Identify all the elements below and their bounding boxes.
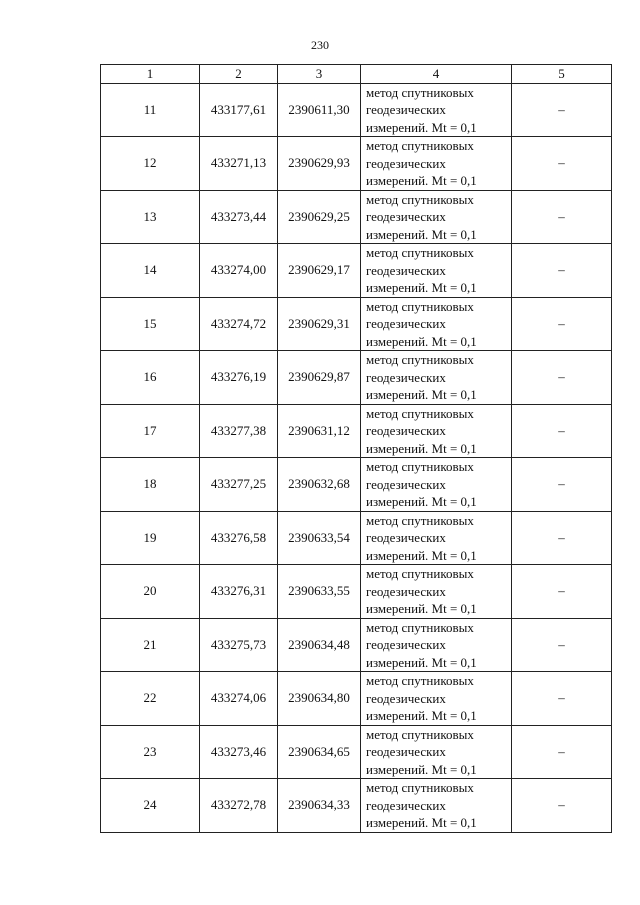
- point-number-cell: 16: [101, 351, 200, 405]
- method-line: геодезических: [366, 262, 446, 278]
- point-number-cell: 12: [101, 137, 200, 191]
- x-coordinate-cell: 433274,00: [200, 244, 278, 298]
- method-cell: [361, 83, 512, 137]
- description-cell: –: [512, 190, 612, 244]
- table-header-row: [101, 65, 612, 84]
- description-cell: –: [512, 83, 612, 137]
- method-line: геодезических: [366, 155, 446, 171]
- y-coordinate-cell: 2390629,25: [278, 190, 361, 244]
- method-line: метод спутниковых: [366, 84, 474, 100]
- method-cell: [361, 779, 512, 833]
- table-body: [101, 83, 612, 832]
- method-line: измерений. Mt = 0,1: [366, 494, 477, 509]
- point-number-cell: 17: [101, 404, 200, 458]
- method-line: измерений. Mt = 0,1: [366, 708, 477, 723]
- point-number-cell: 22: [101, 672, 200, 726]
- method-line: измерений. Mt = 0,1: [366, 815, 477, 830]
- y-coordinate-cell: 2390629,17: [278, 244, 361, 298]
- table-row: [101, 725, 612, 779]
- y-coordinate-cell: 2390631,12: [278, 404, 361, 458]
- method-line: измерений. Mt = 0,1: [366, 333, 477, 349]
- table-row: [101, 351, 612, 405]
- table-row: [101, 618, 612, 672]
- y-coordinate-cell: 2390634,80: [278, 672, 361, 726]
- method-line: измерений. Mt = 0,1: [366, 119, 477, 135]
- method-cell: [361, 672, 512, 726]
- y-coordinate-cell: 2390629,31: [278, 297, 361, 351]
- method-line: геодезических: [366, 637, 446, 652]
- method-cell: [361, 511, 512, 565]
- description-cell: –: [512, 672, 612, 726]
- point-number-cell: 23: [101, 725, 200, 779]
- header-col-1: 1: [101, 65, 200, 84]
- method-line: измерений. Mt = 0,1: [366, 547, 477, 563]
- x-coordinate-cell: 433277,25: [200, 458, 278, 512]
- method-line: метод спутниковых: [366, 459, 474, 474]
- method-line: метод спутниковых: [366, 298, 474, 314]
- description-cell: –: [512, 779, 612, 833]
- method-line: измерений. Mt = 0,1: [366, 280, 477, 295]
- method-line: геодезических: [366, 476, 446, 492]
- x-coordinate-cell: 433271,13: [200, 137, 278, 191]
- method-line: измерений. Mt = 0,1: [366, 440, 477, 456]
- x-coordinate-cell: 433177,61: [200, 83, 278, 137]
- table-row: [101, 297, 612, 351]
- table-row: [101, 137, 612, 191]
- y-coordinate-cell: 2390629,87: [278, 351, 361, 405]
- method-cell: [361, 190, 512, 244]
- y-coordinate-cell: 2390629,93: [278, 137, 361, 191]
- method-cell: [361, 404, 512, 458]
- x-coordinate-cell: 433277,38: [200, 404, 278, 458]
- y-coordinate-cell: 2390611,30: [278, 83, 361, 137]
- method-line: геодезических: [366, 690, 446, 706]
- x-coordinate-cell: 433272,78: [200, 779, 278, 833]
- point-number-cell: 19: [101, 511, 200, 565]
- point-number-cell: 14: [101, 244, 200, 298]
- header-col-2: 2: [200, 65, 278, 84]
- header-col-4: 4: [361, 65, 512, 84]
- method-line: геодезических: [366, 797, 446, 813]
- header-col-5: 5: [512, 65, 612, 84]
- x-coordinate-cell: 433274,72: [200, 297, 278, 351]
- method-line: геодезических: [366, 209, 446, 224]
- method-line: измерений. Mt = 0,1: [366, 654, 477, 670]
- header-col-3: 3: [278, 65, 361, 84]
- coordinates-table: [100, 64, 612, 833]
- method-line: метод спутниковых: [366, 191, 474, 207]
- table-row: [101, 244, 612, 298]
- table-row: [101, 565, 612, 619]
- description-cell: –: [512, 458, 612, 512]
- method-cell: [361, 618, 512, 672]
- y-coordinate-cell: 2390634,48: [278, 618, 361, 672]
- point-number-cell: 15: [101, 297, 200, 351]
- method-line: геодезических: [366, 316, 446, 331]
- description-cell: –: [512, 297, 612, 351]
- point-number-cell: 13: [101, 190, 200, 244]
- table-row: [101, 404, 612, 458]
- method-line: геодезических: [366, 583, 446, 599]
- x-coordinate-cell: 433275,73: [200, 618, 278, 672]
- method-line: метод спутниковых: [366, 673, 474, 688]
- x-coordinate-cell: 433276,19: [200, 351, 278, 405]
- method-line: метод спутниковых: [366, 566, 474, 581]
- method-cell: [361, 351, 512, 405]
- page-number: 230: [311, 38, 329, 52]
- table-row: [101, 672, 612, 726]
- method-line: измерений. Mt = 0,1: [366, 387, 477, 402]
- y-coordinate-cell: 2390632,68: [278, 458, 361, 512]
- description-cell: –: [512, 565, 612, 619]
- point-number-cell: 21: [101, 618, 200, 672]
- method-line: метод спутниковых: [366, 619, 474, 635]
- table-row: [101, 458, 612, 512]
- x-coordinate-cell: 433273,44: [200, 190, 278, 244]
- method-line: измерений. Mt = 0,1: [366, 173, 477, 188]
- method-line: метод спутниковых: [366, 138, 474, 153]
- table-row: [101, 83, 612, 137]
- method-line: геодезических: [366, 423, 446, 438]
- description-cell: –: [512, 351, 612, 405]
- description-cell: –: [512, 511, 612, 565]
- point-number-cell: 20: [101, 565, 200, 619]
- method-cell: [361, 137, 512, 191]
- description-cell: –: [512, 404, 612, 458]
- method-line: метод спутниковых: [366, 405, 474, 421]
- description-cell: –: [512, 244, 612, 298]
- method-line: метод спутниковых: [366, 352, 474, 367]
- method-line: геодезических: [366, 102, 446, 117]
- method-cell: [361, 565, 512, 619]
- table-row: [101, 511, 612, 565]
- description-cell: –: [512, 137, 612, 191]
- x-coordinate-cell: 433273,46: [200, 725, 278, 779]
- method-line: метод спутниковых: [366, 245, 474, 260]
- x-coordinate-cell: 433276,58: [200, 511, 278, 565]
- method-line: измерений. Mt = 0,1: [366, 761, 477, 777]
- method-line: измерений. Mt = 0,1: [366, 226, 477, 242]
- method-line: геодезических: [366, 530, 446, 545]
- y-coordinate-cell: 2390634,65: [278, 725, 361, 779]
- table-row: [101, 779, 612, 833]
- point-number-cell: 11: [101, 83, 200, 137]
- method-line: метод спутниковых: [366, 726, 474, 742]
- description-cell: –: [512, 618, 612, 672]
- method-cell: [361, 244, 512, 298]
- table-row: [101, 190, 612, 244]
- point-number-cell: 18: [101, 458, 200, 512]
- y-coordinate-cell: 2390634,33: [278, 779, 361, 833]
- y-coordinate-cell: 2390633,55: [278, 565, 361, 619]
- y-coordinate-cell: 2390633,54: [278, 511, 361, 565]
- method-line: метод спутниковых: [366, 512, 474, 528]
- method-line: метод спутниковых: [366, 780, 474, 795]
- point-number-cell: 24: [101, 779, 200, 833]
- method-line: геодезических: [366, 369, 446, 385]
- x-coordinate-cell: 433274,06: [200, 672, 278, 726]
- method-cell: [361, 725, 512, 779]
- description-cell: –: [512, 725, 612, 779]
- method-cell: [361, 297, 512, 351]
- method-line: измерений. Mt = 0,1: [366, 601, 477, 616]
- x-coordinate-cell: 433276,31: [200, 565, 278, 619]
- method-cell: [361, 458, 512, 512]
- method-line: геодезических: [366, 744, 446, 759]
